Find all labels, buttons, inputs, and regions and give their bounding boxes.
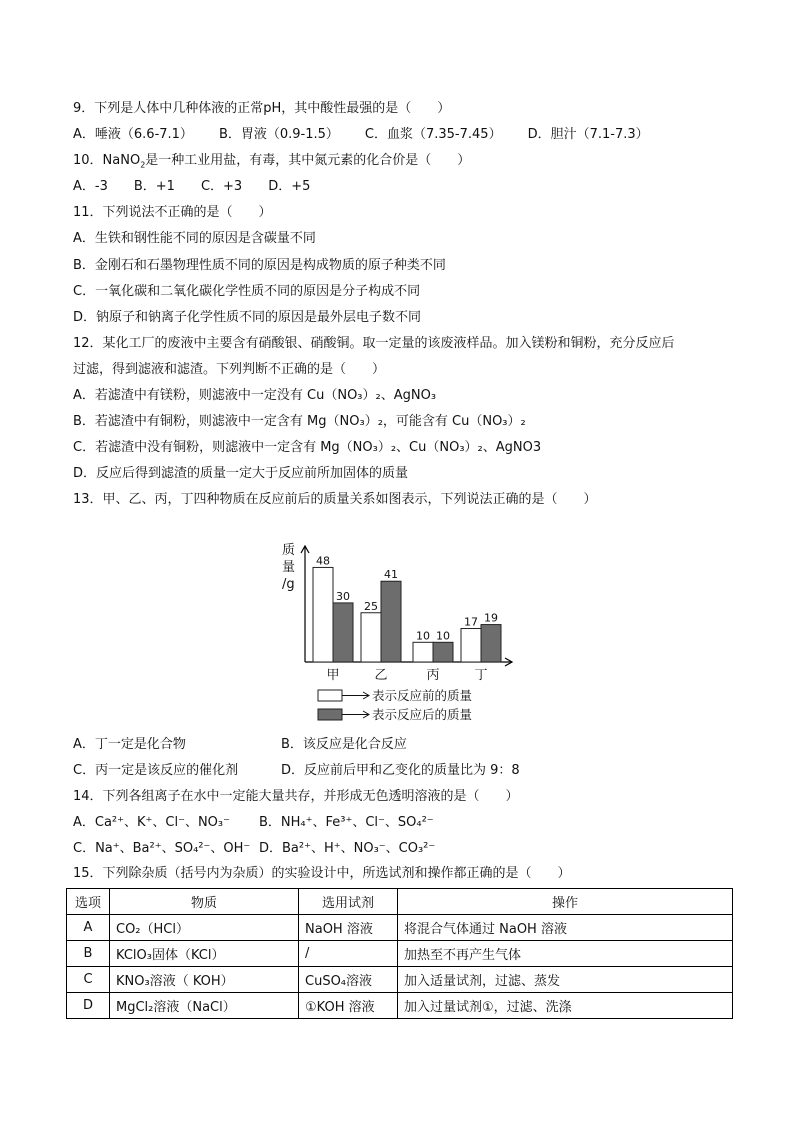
- table-cell: 加入适量试剂，过滤、蒸发: [398, 967, 733, 993]
- q12-option-c: C．若滤渣中没有铜粉，则滤液中一定含有 Mg（NO₃）₂、Cu（NO₃）₂、AgNO3: [73, 440, 542, 455]
- q13-stem: 13．甲、乙、丙，丁四种物质在反应前后的质量关系如图表示，下列说法正确的是（ ）: [73, 492, 597, 507]
- q14-option-b: B．NH₄⁺、Fe³⁺、Cl⁻、SO₄²⁻: [259, 815, 434, 830]
- q9-option-a: A．唾液（6.6-7.1）: [73, 127, 193, 142]
- q14-option-a: A．Ca²⁺、K⁺、Cl⁻、NO₃⁻: [73, 815, 230, 830]
- table-cell: D: [67, 993, 110, 1019]
- q10-options: [73, 178, 310, 196]
- table-cell: 加入过量试剂①，过滤、洗涤: [398, 993, 733, 1019]
- table-header-row: [67, 889, 733, 915]
- table-cell: NaOH 溶液: [299, 915, 398, 941]
- q12-stem-line2: 过滤，得到滤液和滤渣。下列判断不正确的是（ ）: [73, 362, 386, 377]
- q13-options-row2: [73, 762, 520, 780]
- legend-label: 表示反应后的质量: [372, 707, 473, 722]
- q12-option-d: D．反应后得到滤渣的质量一定大于反应前所加固体的质量: [73, 466, 409, 481]
- q12-option-b: B．若滤渣中有铜粉，则滤液中一定含有 Mg（NO₃）₂，可能含有 Cu（NO₃）₂: [73, 414, 526, 429]
- q9-options: [73, 126, 649, 144]
- table-cell: 加热至不再产生气体: [398, 941, 733, 967]
- table-row: [67, 915, 733, 941]
- q14-option-c: C．Na⁺、Ba²⁺、SO₄²⁻、OH⁻: [73, 841, 251, 856]
- q10-option-d: D．+5: [268, 179, 311, 194]
- bar-before: [461, 629, 481, 662]
- bar-value-label: 48: [316, 554, 330, 568]
- bar-value-label: 10: [416, 629, 430, 643]
- bar-before: [313, 567, 333, 662]
- table-cell: KNO₃溶液（ KOH）: [110, 967, 299, 993]
- q9-option-c: C．血浆（7.35-7.45）: [364, 127, 502, 142]
- table-cell: A: [67, 915, 110, 941]
- q14-stem: 14．下列各组离子在水中一定能大量共存，并形成无色透明溶液的是（ ）: [73, 789, 519, 804]
- x-tick-label: 乙: [374, 668, 388, 683]
- col-header-operation: 操作: [398, 889, 733, 915]
- y-axis-label: 量: [282, 560, 296, 575]
- q15-table: [66, 888, 733, 1019]
- table-cell: CO₂（HCl）: [110, 915, 299, 941]
- bar-value-label: 17: [464, 615, 478, 629]
- bar-after: [481, 625, 501, 662]
- q11-option-c: C．一氧化碳和二氧化碳化学性质不同的原因是分子构成不同: [73, 284, 421, 299]
- q14-options-row2: [73, 840, 435, 858]
- legend-swatch: [318, 690, 342, 701]
- y-axis-label: 质: [282, 543, 296, 558]
- table-cell: B: [67, 941, 110, 967]
- table-cell: MgCl₂溶液（NaCl）: [110, 993, 299, 1019]
- bar-before: [413, 642, 433, 662]
- bar-after: [381, 581, 401, 662]
- x-tick-label: 丙: [426, 668, 440, 683]
- table-row: [67, 993, 733, 1019]
- bar-before: [361, 613, 381, 662]
- table-cell: ①KOH 溶液: [299, 993, 398, 1019]
- q10-option-a: A．-3: [73, 179, 108, 194]
- q13-option-d: D．反应前后甲和乙变化的质量比为 9：8: [281, 763, 520, 778]
- legend-label: 表示反应前的质量: [372, 688, 473, 703]
- q11-option-a: A．生铁和钢性能不同的原因是含碳量不同: [73, 231, 316, 246]
- bar-value-label: 30: [336, 589, 350, 603]
- q9-stem: 9．下列是人体中几种体液的正常pH，其中酸性最强的是（ ）: [73, 101, 451, 116]
- bar-value-label: 25: [364, 599, 378, 613]
- table-cell: /: [299, 941, 398, 967]
- q12-option-a: A．若滤渣中有镁粉，则滤液中一定没有 Cu（NO₃）₂、AgNO₃: [73, 388, 437, 403]
- q13-option-a: A．丁一定是化合物: [73, 737, 186, 752]
- table-cell: C: [67, 967, 110, 993]
- table-cell: 将混合气体通过 NaOH 溶液: [398, 915, 733, 941]
- q10-option-b: B．+1: [133, 179, 175, 194]
- col-header-reagent: 选用试剂: [299, 889, 398, 915]
- q14-option-d: D．Ba²⁺、H⁺、NO₃⁻、CO₃²⁻: [259, 841, 436, 856]
- q9-option-d: D．胆汁（7.1-7.3）: [527, 127, 649, 142]
- q10-stem: 10．NaNO$_2$是一种工业用盐，有毒，其中氮元素的化合价是（ ）: [73, 153, 471, 170]
- table-row: [67, 967, 733, 993]
- bar-after: [433, 642, 453, 662]
- q9-option-b: B．胃液（0.9-1.5）: [218, 127, 339, 142]
- q15-stem: 15．下列除杂质（括号内为杂质）的实验设计中，所选试剂和操作都正确的是（ ）: [73, 866, 571, 881]
- x-tick-label: 甲: [326, 668, 340, 683]
- q11-stem: 11．下列说法不正确的是（ ）: [73, 205, 272, 220]
- bar-value-label: 19: [484, 611, 498, 625]
- q11-option-b: B．金刚石和石墨物理性质不同的原因是构成物质的原子种类不同: [73, 258, 446, 273]
- col-header-substance: 物质: [110, 889, 299, 915]
- table-cell: CuSO₄溶液: [299, 967, 398, 993]
- q11-option-d: D．钠原子和钠离子化学性质不同的原因是最外层电子数不同: [73, 310, 422, 325]
- q10-option-c: C．+3: [200, 179, 243, 194]
- q13-option-c: C．丙一定是该反应的催化剂: [73, 763, 239, 778]
- q14-options-row1: [73, 814, 434, 832]
- legend-swatch: [318, 709, 342, 720]
- q13-bar-chart: [280, 536, 520, 726]
- y-axis-label: /g: [282, 577, 295, 592]
- bar-value-label: 41: [384, 568, 398, 582]
- q13-options-row1: [73, 736, 407, 754]
- x-tick-label: 丁: [474, 668, 488, 683]
- col-header-option: 选项: [67, 889, 110, 915]
- bar-value-label: 10: [436, 629, 450, 643]
- q12-stem-line1: 12．某化工厂的废液中主要含有硝酸银、硝酸铜。取一定量的该废液样品。加入镁粉和铜粉，充分反应后: [73, 336, 675, 351]
- bar-after: [333, 603, 353, 662]
- table-cell: KClO₃固体（KCl）: [110, 941, 299, 967]
- table-row: [67, 941, 733, 967]
- q13-option-b: B．该反应是化合反应: [281, 737, 407, 752]
